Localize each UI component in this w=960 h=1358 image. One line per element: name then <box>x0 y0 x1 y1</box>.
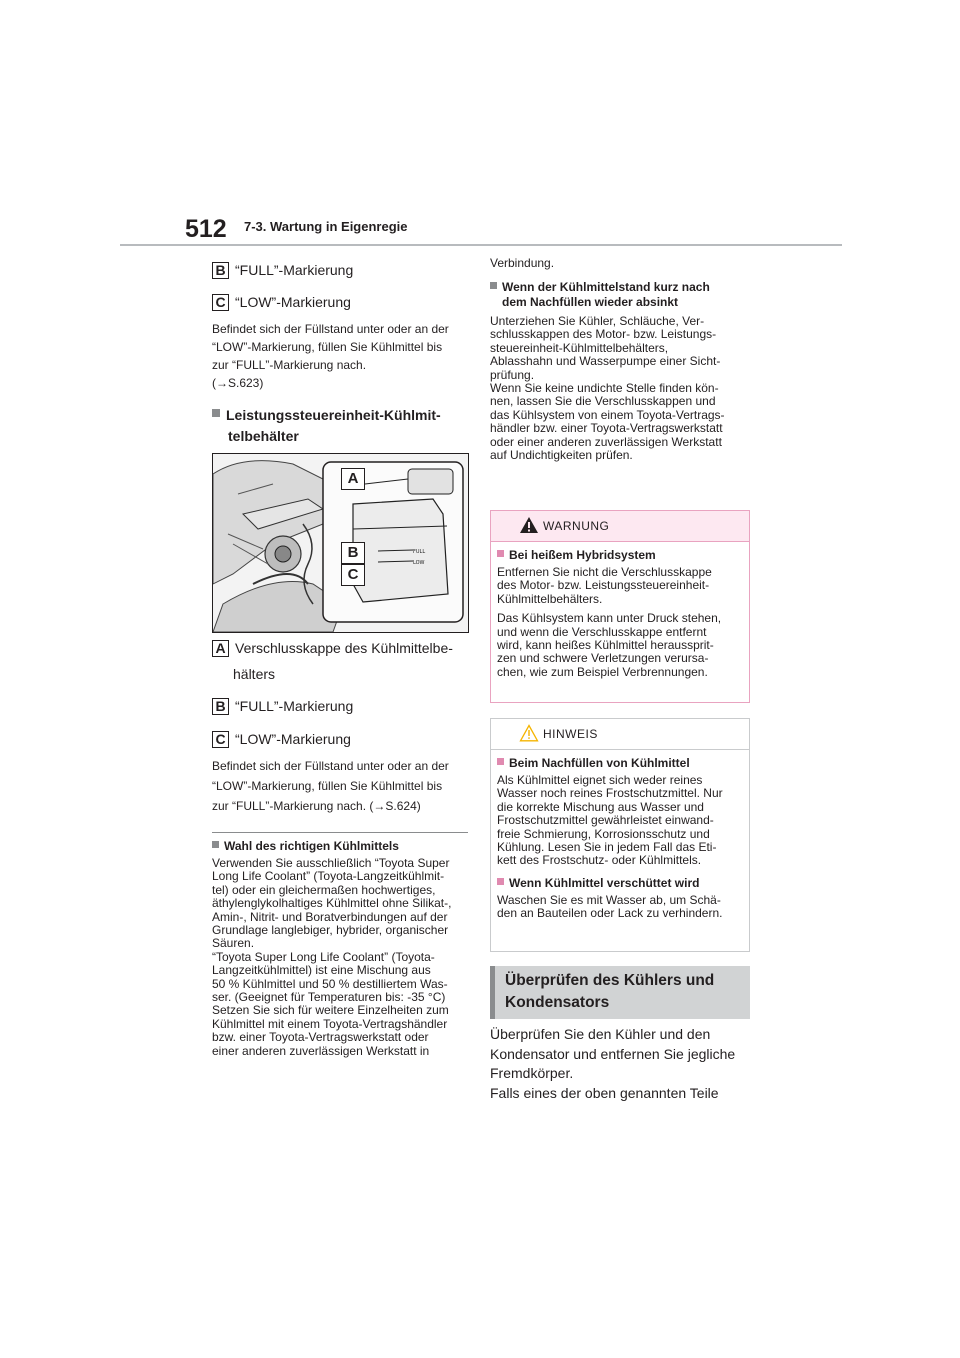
text-line: die korrekte Mischung aus Wasser und <box>497 799 704 814</box>
square-bullet-icon <box>497 878 504 885</box>
subheading-line: telbehälter <box>228 428 299 444</box>
block-heading: Wahl des richtigen Kühlmittels <box>224 839 399 853</box>
text-line: Setzen Sie sich für weitere Einzelheiten zum <box>212 1003 449 1018</box>
label-letter: B <box>212 262 229 279</box>
item-low-marking-2 <box>212 731 351 748</box>
caution-triangle-icon <box>519 724 539 742</box>
block-heading: Bei heißem Hybridsystem <box>509 548 656 562</box>
notice-box <box>490 718 750 952</box>
square-bullet-icon <box>497 758 504 765</box>
square-bullet-icon <box>497 550 504 557</box>
text-line: Waschen Sie es mit Wasser ab, um Schä- <box>497 892 721 907</box>
item-label: “FULL”-Markierung <box>235 262 354 278</box>
block-heading: Wenn der Kühlmittelstand kurz nach <box>502 280 710 294</box>
text-line: bzw. einer Toyota-Vertragswerkstatt oder <box>212 1030 429 1045</box>
text-line: Verwenden Sie ausschließlich “Toyota Super <box>212 856 450 870</box>
item-full-marking <box>212 262 353 279</box>
text-line: 50 % Kühlmittel und 50 % destilliertem Was- <box>212 976 448 991</box>
heading-line: Überprüfen des Kühlers und <box>505 972 715 989</box>
radiator-body <box>490 1025 760 1103</box>
coolant-drops-block <box>490 280 752 462</box>
label-letter: C <box>212 731 229 748</box>
text-line: des Motor- bzw. Leistungssteuereinheit- <box>497 578 710 593</box>
text-line: Langzeitkühlmittel) ist eine Mischung aus <box>212 963 431 978</box>
notice-header <box>491 719 749 750</box>
coolant-choice-block <box>212 839 472 1058</box>
text-line: Wenn Sie keine undichte Stelle finden kön- <box>490 381 719 396</box>
text-line: Ablasshahn und Wasserpumpe einer Sicht- <box>490 354 721 369</box>
text-line: das Kühlsystem von einem Toyota-Vertrags- <box>490 407 725 422</box>
page-number: 512 <box>185 215 227 243</box>
engine-bay-figure <box>212 453 469 633</box>
text-line: Kondensator und entfernen Sie jegliche <box>490 1045 736 1062</box>
text-line: Long Life Coolant” (Toyota-Langzeitkühlmit- <box>212 869 445 884</box>
block-heading: dem Nachfüllen wieder absinkt <box>502 294 679 309</box>
item-low-marking <box>212 294 351 311</box>
text-line: Falls eines der oben genannten Teile <box>490 1084 719 1101</box>
warning-triangle-icon <box>519 516 539 534</box>
text-line: wird, kann heißes Kühlmittel heraussprit- <box>497 638 714 653</box>
text-line: schlusskappen des Motor- bzw. Leistungs- <box>490 327 717 342</box>
label-letter: B <box>212 698 229 715</box>
item-cap <box>212 640 472 683</box>
item-label: “LOW”-Markierung <box>235 731 351 747</box>
text-line: freie Schmierung, Korrosionsschutz und <box>497 826 710 841</box>
text-line: einer anderen zuverlässigen Werkstatt in <box>212 1043 430 1058</box>
item-label: Verschlusskappe des Kühlmittelbe- <box>235 640 453 656</box>
item-label-cont: hälters <box>233 666 276 682</box>
text-line: tel) oder ein gleichermaßen hochwertiges, <box>212 882 436 897</box>
text-line: oder einer anderen zuverlässigen Werkstatt <box>490 434 722 449</box>
note-line: zur “FULL”-Markierung nach. <box>212 358 367 372</box>
subheading-line: Leistungssteuereinheit-Kühlmit- <box>226 407 441 423</box>
notice-title: HINWEIS <box>543 727 598 741</box>
text-line: “Toyota Super Long Life Coolant” (Toyota- <box>212 949 435 964</box>
text-line: ser. (Geeignet für Temperaturen bis: -35 °C) <box>212 990 446 1005</box>
text-line: auf Undichtigkeiten prüfen. <box>490 448 633 463</box>
text-line: prüfung. <box>490 367 535 382</box>
item-label: “FULL”-Markierung <box>235 698 354 714</box>
text-line: Grundlage langlebiger, hybrider, organischer <box>212 923 449 938</box>
subheading-pcu-reservoir <box>212 405 472 447</box>
text-line: Kühlmittel mit einem Toyota-Vertragshändler <box>212 1016 448 1031</box>
square-bullet-icon <box>212 409 220 417</box>
section-title: 7-3. Wartung in Eigenregie <box>244 219 408 234</box>
text-line: und wenn die Verschlusskappe entfernt <box>497 624 707 639</box>
text-line: Überprüfen Sie den Kühler und den <box>490 1026 711 1042</box>
text-line: Kühlmittelbehälters. <box>497 591 603 606</box>
square-bullet-icon <box>490 282 497 289</box>
text-line: äthylenglykolhaltiges Kühlmittel ohne Silikat-, <box>212 896 452 911</box>
note-refill-2 <box>212 756 472 816</box>
text-line: Amin-, Nitrit- und Boratverbindungen auf der <box>212 909 448 924</box>
square-bullet-icon <box>212 841 219 848</box>
continuation-text: Verbindung. <box>490 256 555 270</box>
text-line: zen und schwere Verletzungen verursa- <box>497 651 709 666</box>
text-line: Wasser noch reines Frostschutzmittel. Nur <box>497 786 723 801</box>
text-line: Frostschutzmittel gewährleistet einwand- <box>497 813 714 828</box>
low-marking-text: LOW <box>413 560 425 566</box>
note-line: Befindet sich der Füllstand unter oder an der <box>212 322 449 336</box>
text-line: Unterziehen Sie Kühler, Schläuche, Ver- <box>490 314 705 328</box>
text-line: steuereinheit-Kühlmittelbehälters, <box>490 340 669 355</box>
heading-line: Kondensators <box>505 994 610 1011</box>
item-full-marking-2 <box>212 698 353 715</box>
text-line: Das Kühlsystem kann unter Druck stehen, <box>497 611 722 626</box>
warning-title: WARNUNG <box>543 519 610 533</box>
header-rule <box>120 244 842 246</box>
note-line: Befindet sich der Füllstand unter oder an der <box>212 759 449 773</box>
divider <box>212 832 468 833</box>
figure-callout-a: A <box>341 468 365 490</box>
note-line: “LOW”-Markierung, füllen Sie Kühlmittel bis <box>212 779 443 793</box>
text-line: den an Bauteilen oder Lack zu verhindern. <box>497 906 723 921</box>
text-line: Kühlung. Lesen Sie in jedem Fall das Eti- <box>497 840 717 855</box>
figure-callout-b: B <box>341 542 365 564</box>
label-letter: C <box>212 294 229 311</box>
text-line: kett des Frostschutz- oder Kühlmittels. <box>497 853 702 868</box>
block-heading: Beim Nachfüllen von Kühlmittel <box>509 756 690 770</box>
block-heading: Wenn Kühlmittel verschüttet wird <box>509 875 700 890</box>
warning-header <box>491 511 749 542</box>
full-marking-text: FULL <box>413 549 426 555</box>
text-line: Säuren. <box>212 936 255 951</box>
warning-box <box>490 510 750 703</box>
section-heading-radiator <box>490 966 750 1019</box>
label-letter: A <box>212 640 229 657</box>
text-line: Fremdkörper. <box>490 1065 574 1081</box>
note-refill-1 <box>212 320 472 392</box>
text-line: Entfernen Sie nicht die Verschlusskappe <box>497 565 712 579</box>
page-reference[interactable]: (→S.623) <box>212 376 264 390</box>
text-line: händler bzw. einer Toyota-Vertragswerkstatt <box>490 421 723 436</box>
note-line: zur “FULL”-Markierung nach. (→S.624) <box>212 799 421 813</box>
figure-callout-c: C <box>341 564 365 586</box>
text-line: nen, lassen Sie die Verschlusskappen und <box>490 394 716 409</box>
note-line: “LOW”-Markierung, füllen Sie Kühlmittel bis <box>212 340 443 354</box>
item-label: “LOW”-Markierung <box>235 294 351 310</box>
text-line: chen, wie zum Beispiel Verbrennungen. <box>497 664 708 679</box>
text-line: Als Kühlmittel eignet sich weder reines <box>497 773 703 787</box>
